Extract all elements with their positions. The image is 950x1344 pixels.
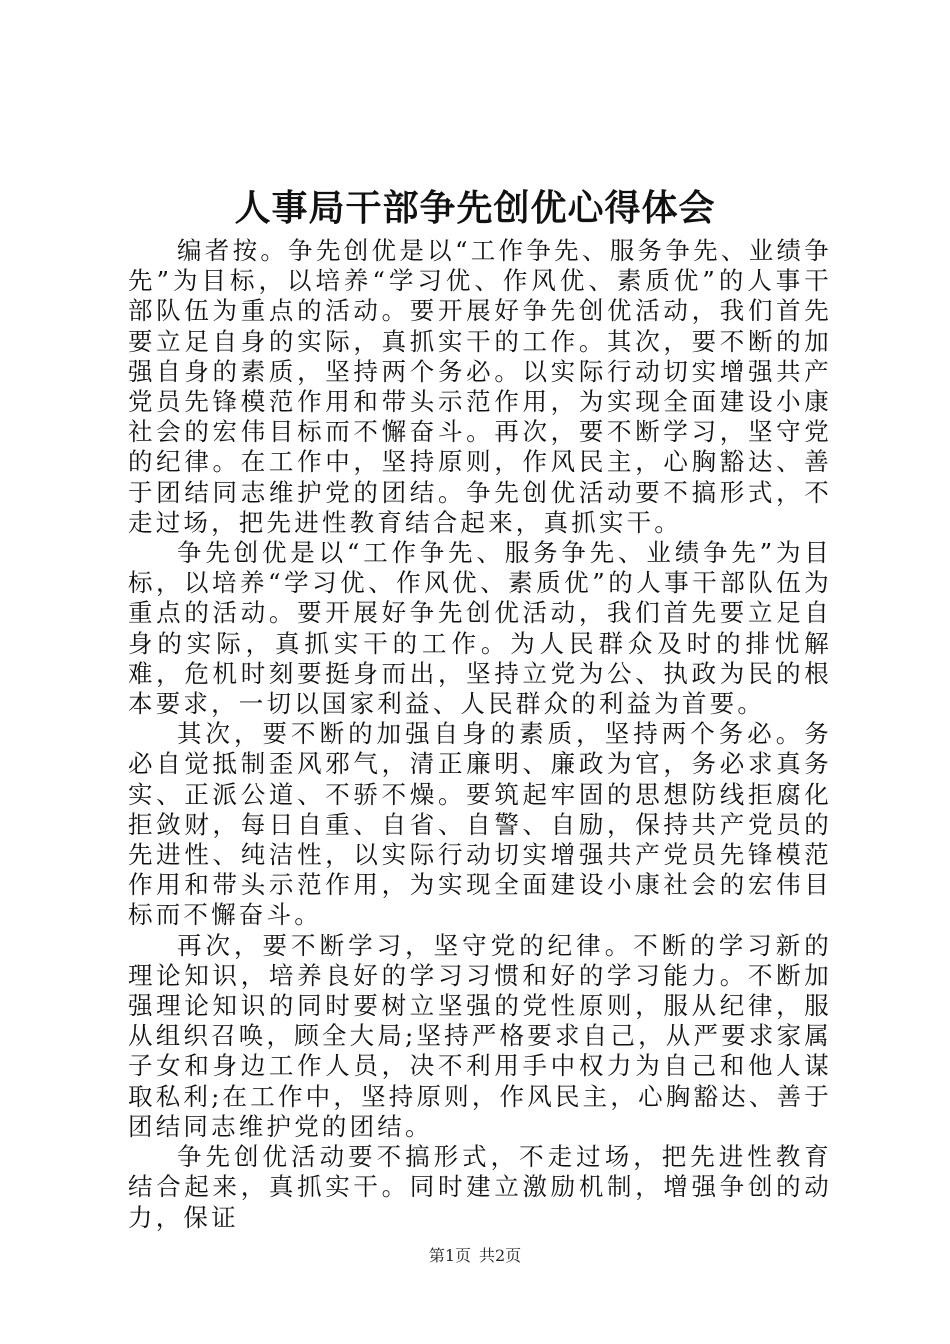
paragraph-editor-note: 编者按。争先创优是以“工作争先、服务争先、业绩争先”为目标，以培养“学习优、作风优、素质优”的人事干部队伍为重点的活动。要开展好争先创优活动，我们首先要立足自身的实际，真抓实干的工作。其次，要不断的加强自身的素质，坚持两个务必。以实际行动切实增强共产党员先锋模范作用和带头示范作用，为实现全面建设小康社会的宏伟目标而不懈奋斗。再次，要不断学习，坚守党的纪律。在工作中，坚持原则，作风民主，心胸豁达、善于团结同志维护党的团结。争先创优活动要不搞形式，不走过场，把先进性教育结合起来，真抓实干。 xyxy=(128,236,832,537)
document-title: 人事局干部争先创优心得体会 xyxy=(234,187,716,229)
document-body xyxy=(128,236,832,1233)
paragraph-goal: 争先创优是以“工作争先、服务争先、业绩争先”为目标，以培养“学习优、作风优、素质优”的人事干部队伍为重点的活动。要开展好争先创优活动，我们首先要立足自身的实际，真抓实干的工作。为人民群众及时的排忧解难，危机时刻要挺身而出，坚持立党为公、执政为民的根本要求，一切以国家利益、人民群众的利益为首要。 xyxy=(128,538,832,719)
paragraph-practice: 争先创优活动要不搞形式，不走过场，把先进性教育结合起来，真抓实干。同时建立激励机制，增强争创的动力，保证 xyxy=(128,1142,832,1232)
page-footer xyxy=(0,1245,950,1267)
paragraph-discipline: 再次，要不断学习，坚守党的纪律。不断的学习新的理论知识，培养良好的学习习惯和好的学习能力。不断加强理论知识的同时要树立坚强的党性原则，服从纪律，服从组织召唤，顾全大局;坚持严格要求自己，从严要求家属子女和身边工作人员，决不利用手中权力为自己和他人谋取私利;在工作中，坚持原则，作风民主，心胸豁达、善于团结同志维护党的团结。 xyxy=(128,930,832,1141)
paragraph-quality: 其次，要不断的加强自身的素质，坚持两个务必。务必自觉抵制歪风邪气，清正廉明、廉政为官，务必求真务实、正派公道、不骄不燥。要筑起牢固的思想防线拒腐化拒敛财，每日自重、自省、自警、自励，保持共产党员的先进性、纯洁性，以实际行动切实增强共产党员先锋模范作用和带头示范作用，为实现全面建设小康社会的宏伟目标而不懈奋斗。 xyxy=(128,719,832,930)
page-number-current: 第1页 xyxy=(428,1246,471,1265)
page-number-total: 共2页 xyxy=(479,1246,522,1265)
